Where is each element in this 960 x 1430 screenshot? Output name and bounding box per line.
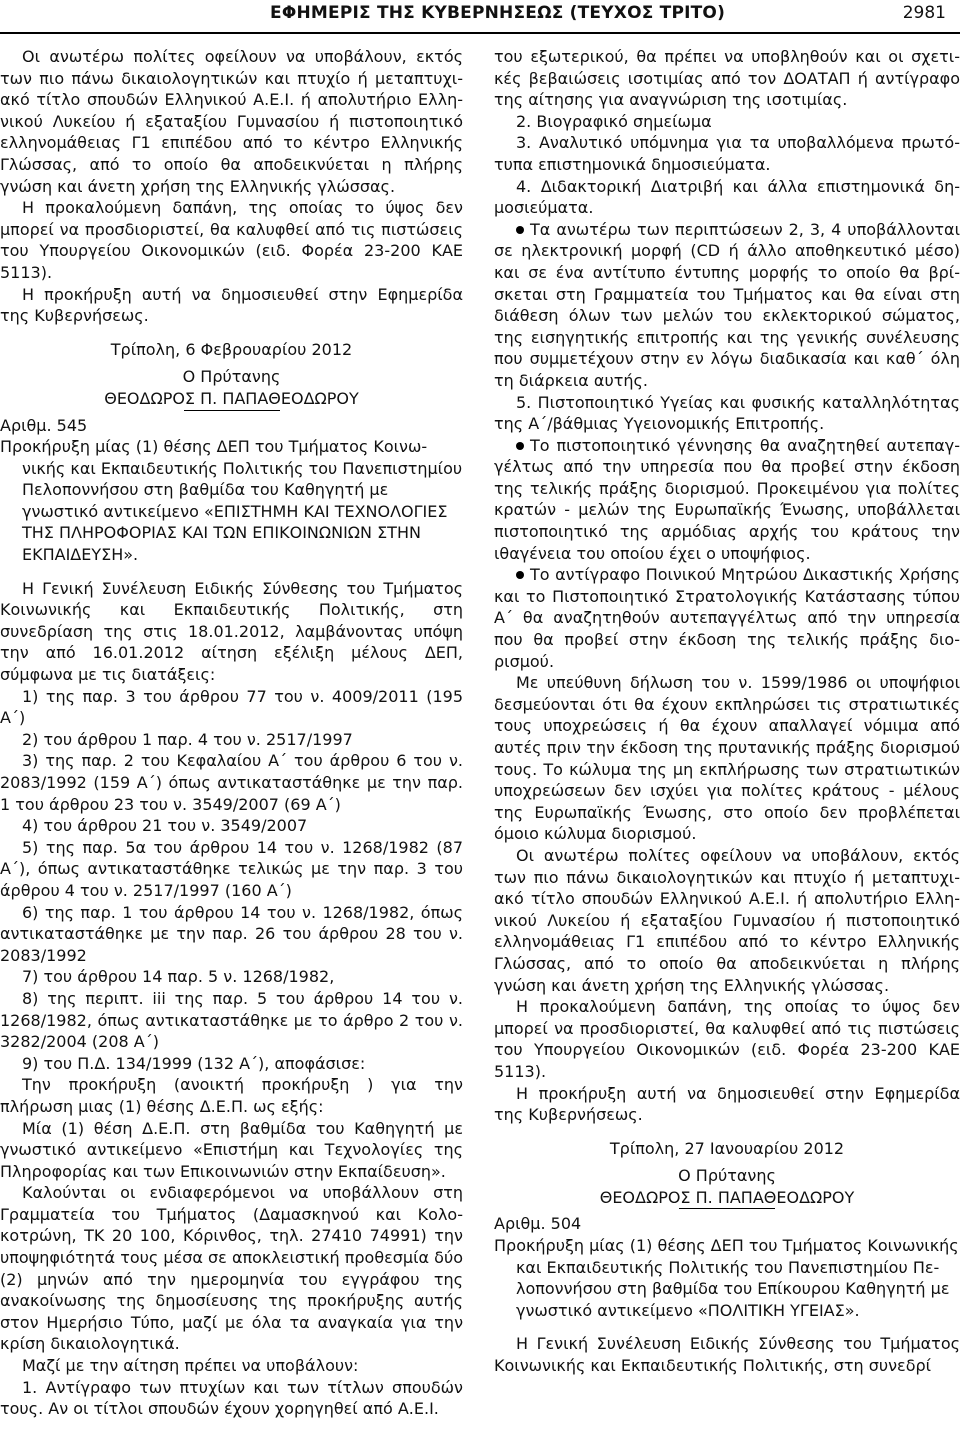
paragraph: Οι ανωτέρω πολίτες οφείλουν να υποβάλουν, εκτός των πιο πάνω δικαιολογητικών και πτυχίο ή μεταπτυχιακό τίτλο σπουδών Ελληνικού Α.Ε.Ι. ή απολυτήριο Ελληνικού Λυκείου ή εξαταξίου Γυμνασίου ή πιστοποιητικό ελληνομάθειας Γ1 επιπέδου από το κέντρο Ελληνικής Γλώσσας, από το οποίο θα αποδεικνύεται η πλήρης γνώση και άνετη χρήση της Ελληνικής γλώσσας.: [494, 845, 960, 995]
paragraph: Καλούνται οι ενδιαφερόμενοι να υποβάλλουν στη Γραμματεία του Τμήματος (Δαμασκηνού και Κολοκοτρώνη, ΤΚ 20 100, Κόρινθος, τηλ. 27410 74991) την υποψηφιότητά τους μέσα σε αποκλειστική προθεσμία δύο (2) μηνών από την ημερομηνία του εγγράφου της ανακοίνωσης της δημοσίευσης της προκήρυξης αυτής στον Ημερήσιο Τύπο, μαζί με όλα τα αναγκαία για την κρίση δικαιολογητικά.: [0, 1183, 463, 1354]
right-column: [494, 46, 960, 1377]
list-item: 1) της παρ. 3 του άρθρου 77 του ν. 4009/2011 (195 Α΄): [0, 686, 463, 728]
paragraph: Με υπεύθυνη δήλωση του ν. 1599/1986 οι υποψήφιοι δεσμεύονται ότι θα έχουν εκπληρώσει τις στρατιωτικές τους υποχρεώσεις ή θα έχουν απαλλαγεί νόμιμα από αυτές πριν την έκδοση της πρυτανικής πράξης διορισμού τους. Το κώλυμα της μη εκπλήρωσης των στρατιωτικών υποχρεώσεων δεν ισχύει για πολίτες κράτους - μέλους της Ευρωπαϊκής Ένωσης, στο οποίο δεν προβλέπεται όμοιο κώλυμα διορισμού.: [494, 673, 960, 844]
list-item: 5. Πιστοποιητικό Υγείας και φυσικής καταλληλότητας της Α΄/βάθμιας Υγειονομικής Επιτροπής.: [494, 392, 960, 434]
paragraph: Η προκήρυξη αυτή να δημοσιευθεί στην Εφημερίδα της Κυβερνήσεως.: [494, 1083, 960, 1125]
divider: [679, 1208, 775, 1209]
list-item: 9) του Π.Δ. 134/1999 (132 Α΄), αποφάσισε:: [22, 1053, 366, 1073]
paragraph: Μία (1) θέση Δ.Ε.Π. στη βαθμίδα του Καθηγητή με γνωστικό αντικείμενο «Επιστήμη και Τεχνολογίες της Πληροφορίας και των Επικοινωνιών στην Εκπαίδευση».: [0, 1118, 463, 1181]
bullet-icon: [516, 442, 524, 450]
page-header: [0, 0, 960, 34]
paragraph: 1. Αντίγραφο των πτυχίων και των τίτλων σπουδών τους. Αν οι τίτλοι σπουδών έχουν χορηγηθεί από Α.Ε.Ι.: [0, 1377, 463, 1419]
decision-number: Αριθμ. 504: [494, 1214, 582, 1234]
paragraph: Η Γενική Συνέλευση Ειδικής Σύνθεσης του Τμήματος Κοινωνικής και Εκπαιδευτικής Πολιτικής, στη συνεδρί: [494, 1334, 960, 1376]
paragraph: Την προκήρυξη (ανοικτή προκήρυξη ) για την πλήρωση μιας (1) θέσης Δ.Ε.Π. ως εξής:: [0, 1075, 463, 1116]
signatory-title: Ο Πρύτανης: [678, 1166, 776, 1186]
list-item: 6) της παρ. 1 του άρθρου 14 του ν. 1268/1982, όπως αντικαταστάθηκε με την παρ. 26 του άρθρου 28 του ν. 2083/1992: [0, 902, 463, 965]
left-column: [0, 46, 463, 1420]
place-date: Τρίπολη, 6 Φεβρουαρίου 2012: [110, 339, 353, 359]
signatory-name: ΘΕΟΔΩΡΟΣ Π. ΠΑΠΑΘΕΟΔΩΡΟΥ: [104, 388, 359, 408]
decision-title: Προκήρυξη μίας (1) θέσης ΔΕΠ του Τμήματος Κοινωνικής και Εκπαιδευτικής Πολιτικής του Πανεπιστημίου Πελοποννήσου στη βαθμίδα του Καθηγητή με γνωστικό αντικείμενο «ΕΠΙΣΤΗΜΗ ΚΑΙ ΤΕΧΝΟΛΟΓΙΕΣ ΤΗΣ ΠΛΗΡΟΦΟΡΙΑΣ ΚΑΙ ΤΩΝ ΕΠΙΚΟΙΝΩΝΙΩΝ ΣΤΗΝ ΕΚΠΑΙΔΕΥΣΗ».: [0, 437, 463, 565]
gazette-title: ΕΦΗΜΕΡΙΣ ΤΗΣ ΚΥΒΕΡΝΗΣΕΩΣ (ΤΕΥΧΟΣ ΤΡΙΤΟ): [270, 3, 726, 23]
list-item: 2. Βιογραφικό σημείωμα: [516, 111, 712, 131]
paragraph: Η προκήρυξη αυτή να δημοσιευθεί στην Εφημερίδα της Κυβερνήσεως.: [0, 284, 463, 326]
paragraph: Η προκαλούμενη δαπάνη, της οποίας το ύψος δεν μπορεί να προσδιοριστεί, θα καλυφθεί από τις πιστώσεις του Υπουργείου Οικονομικών (ειδ. Φορέα 23-200 ΚΑΕ 5113).: [0, 198, 463, 282]
list-item: 3. Αναλυτικό υπόμνημα για τα υποβαλλόμενα πρωτότυπα επιστημονικά δημοσιεύματα.: [494, 133, 960, 174]
list-item: 2) του άρθρου 1 παρ. 4 του ν. 2517/1997: [22, 729, 353, 749]
list-item: 3) της παρ. 2 του Κεφαλαίου Α΄ του άρθρου 6 του ν. 2083/1992 (159 Α΄) όπως αντικαταστάθηκε με την παρ. 1 του άρθρου 23 του ν. 3549/2007 (69 Α΄): [0, 751, 463, 814]
signatory-title: Ο Πρύτανης: [182, 367, 281, 387]
paragraph: του εξωτερικού, θα πρέπει να υποβληθούν και οι σχετικές βεβαιώσεις ισοτιμίας από τον ΔΟΑΤΑΠ ή αντίγραφο της αίτησης για αναγνώριση της ισοτιμίας.: [494, 47, 960, 110]
list-item: 8) της περιπτ. iii της παρ. 5 του άρθρου 14 του ν. 1268/1982, όπως αντικαταστάθηκε με το άρθρο 2 του ν. 3282/2004 (208 Α΄): [0, 988, 463, 1052]
decision-title: Προκήρυξη μίας (1) θέσης ΔΕΠ του Τμήματος Κοινωνικής και Εκπαιδευτικής Πολιτικής του Πανεπιστημίου Πελοποννήσου στη βαθμίδα του Επίκουρου Καθηγητή με γνωστικό αντικείμενο «ΠΟΛΙΤΙΚΗ ΥΓΕΙΑΣ».: [494, 1236, 959, 1320]
divider: [184, 410, 280, 411]
list-item: 4. Διδακτορική Διατριβή και άλλα επιστημονικά δημοσιεύματα.: [494, 176, 960, 218]
bullet-icon: [516, 571, 524, 579]
decision-number: Αριθμ. 545: [0, 415, 88, 435]
list-item: 4) του άρθρου 21 του ν. 3549/2007: [22, 816, 308, 836]
paragraph: Μαζί με την αίτηση πρέπει να υποβάλουν:: [22, 1356, 359, 1376]
list-item: 5) της παρ. 5α του άρθρου 14 του ν. 1268/1982 (87 Α΄), όπως αντικαταστάθηκε τελικώς με την παρ. 3 του άρθρου 4 του ν. 2517/1997 (160 Α΄): [0, 837, 463, 900]
paragraph: Η Γενική Συνέλευση Ειδικής Σύνθεσης του Τμήματος Κοινωνικής και Εκπαιδευτικής Πολιτικής, στη συνεδρίαση της στις 18.01.2012, λαμβάνοντας υπόψη την από 16.01.2012 αίτηση εξέλιξη μέλους ΔΕΠ, σύμφωνα με τις διατάξεις:: [0, 578, 463, 685]
paragraph: Οι ανωτέρω πολίτες οφείλουν να υποβάλουν, εκτός των πιο πάνω δικαιολογητικών και πτυχίο ή μεταπτυχιακό τίτλο σπουδών Ελληνικού Α.Ε.Ι. ή απολυτήριο Ελληνικού Λυκείου ή εξαταξίου Γυμνασίου ή πιστοποιητικό ελληνομάθειας Γ1 επιπέδου από το κέντρο Ελληνικής Γλώσσας, από το οποίο θα αποδεικνύεται η πλήρης γνώση και άνετη χρήση της Ελληνικής γλώσσας.: [0, 47, 463, 196]
page-number: 2981: [902, 3, 946, 23]
bullet-icon: [516, 226, 524, 234]
bullet-paragraph: Το πιστοποιητικό γέννησης θα αναζητηθεί αυτεπαγγέλτως από την υπηρεσία που θα προβεί στην έκδοση της τελικής πράξης διορισμού. Προκειμένου για πολίτες κρατών - μελών της Ευρωπαϊκής Ένωσης, υποβάλλεται πιστοποιητικό της αρμόδιας αρχής του κράτους την ιθαγένεια του οποίου έχει ο υποψήφιος.: [494, 435, 960, 563]
bullet-paragraph: Το αντίγραφο Ποινικού Μητρώου Δικαστικής Χρήσης και το Πιστοποιητικό Στρατολογικής Κατάστασης τύπου Α΄ θα αναζητηθούν αυτεπαγγέλτως από την υπηρεσία που θα προβεί στην έκδοση της τελικής πράξης διορισμού.: [494, 565, 960, 671]
bullet-paragraph: Τα ανωτέρω των περιπτώσεων 2, 3, 4 υποβάλλονται σε ηλεκτρονική μορφή (CD ή άλλο αποθηκευτικό μέσο) και σε ένα αντίτυπο έντυπης μορφής το οποίο θα βρίσκεται στη Γραμματεία του Τμήματος και θα είναι στη διάθεση όλων των μελών του εκλεκτορικού σώματος, της εισηγητικής επιτροπής και της γενικής συνέλευσης που συμμετέχουν στην εν λόγω διαδικασία και καθ΄ όλη τη διάρκεια αυτής.: [494, 219, 960, 390]
list-item: 7) του άρθρου 14 παρ. 5 ν. 1268/1982,: [22, 967, 335, 987]
signatory-name: ΘΕΟΔΩΡΟΣ Π. ΠΑΠΑΘΕΟΔΩΡΟΥ: [599, 1187, 855, 1207]
paragraph: Η προκαλούμενη δαπάνη, της οποίας το ύψος δεν μπορεί να προσδιοριστεί, θα καλυφθεί από τις πιστώσεις του Υπουργείου Οικονομικών (ειδ. Φορέα 23-200 ΚΑΕ 5113).: [494, 997, 960, 1081]
place-date: Τρίπολη, 27 Ιανουαρίου 2012: [609, 1138, 845, 1158]
